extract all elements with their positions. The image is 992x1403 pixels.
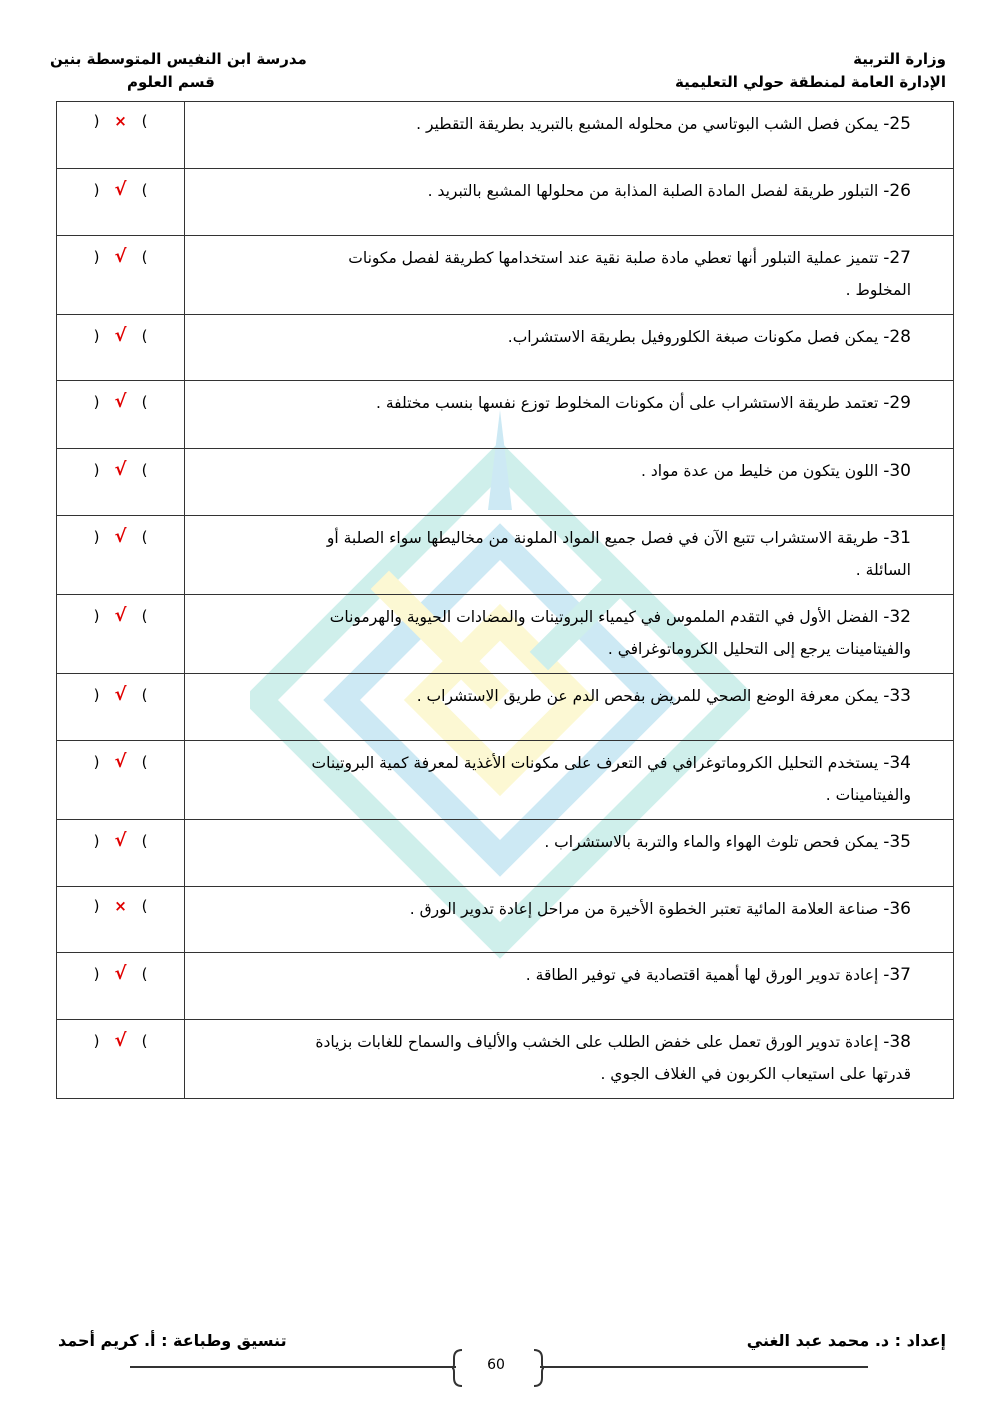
question-row [57, 741, 954, 820]
answer-cell [57, 516, 185, 595]
question-line [199, 321, 911, 353]
check-mark-icon: √ [114, 605, 127, 626]
question-text-cell [185, 595, 954, 674]
question-text: يمكن فصل الشب البوتاسي من محلوله المشبع بالتبريد بطريقة التقطير . [416, 115, 879, 133]
answer-bracket: ( [93, 393, 100, 411]
question-text: طريقة الاستشراب تتبع الآن في فصل جميع المواد الملونة من مخاليطها سواء الصلبة أو [326, 529, 879, 547]
question-text-cell [185, 674, 954, 741]
question-row [57, 169, 954, 236]
answer-cell [57, 953, 185, 1020]
question-text-cell [185, 381, 954, 449]
question-row [57, 449, 954, 516]
answer-bracket: ( [93, 1032, 100, 1050]
answer-bracket: ( [93, 897, 100, 915]
question-text: إعادة تدوير الورق لها أهمية اقتصادية في توفير الطاقة . [525, 966, 879, 984]
cross-mark-icon: × [114, 112, 127, 130]
question-text-cell [185, 102, 954, 169]
answer-bracket: ( [93, 965, 100, 983]
question-line [199, 959, 911, 991]
question-text: يمكن معرفة الوضع الصحي للمريض بفحص الدم عن طريق الاستشراب . [416, 687, 879, 705]
answer-cell [57, 381, 185, 449]
answer-bracket: ) [141, 686, 148, 704]
question-text: التبلور طريقة لفصل المادة الصلبة المذابة من محلولها المشبع بالتبريد . [427, 182, 879, 200]
question-number: 29- [883, 393, 911, 413]
questions-table [56, 101, 954, 1099]
question-number: 35- [883, 832, 911, 852]
answer-bracket: ) [141, 832, 148, 850]
question-text: اللون يتكون من خليط من عدة مواد . [641, 462, 879, 480]
answer-cell [57, 169, 185, 236]
question-text: المخلوط . [845, 281, 911, 299]
question-number: 25- [883, 114, 911, 134]
question-number: 36- [883, 899, 911, 919]
answer-bracket: ( [93, 461, 100, 479]
question-line [199, 554, 911, 586]
question-row [57, 953, 954, 1020]
answer-bracket: ) [141, 897, 148, 915]
answer-bracket: ( [93, 753, 100, 771]
question-text-cell [185, 1020, 954, 1099]
answer-bracket: ) [141, 753, 148, 771]
question-text: يمكن فحص تلوث الهواء والماء والتربة بالاستشراب . [544, 833, 879, 851]
question-line [199, 274, 911, 306]
answer-bracket: ) [141, 607, 148, 625]
question-line [199, 633, 911, 665]
answer-bracket: ) [141, 528, 148, 546]
answer-bracket: ) [141, 393, 148, 411]
question-line [199, 242, 911, 274]
question-text-cell [185, 315, 954, 381]
department-name: قسم العلوم [126, 73, 215, 91]
prepared-by: إعداد : د. محمد عبد الغني [746, 1331, 946, 1350]
answer-cell [57, 820, 185, 887]
footer-divider-left [130, 1366, 456, 1368]
question-row [57, 820, 954, 887]
directorate-name: الإدارة العامة لمنطقة حولي التعليمية [674, 73, 946, 91]
answer-cell [57, 595, 185, 674]
page-number: 60 [487, 1357, 505, 1373]
question-number: 33- [883, 686, 911, 706]
question-number: 27- [883, 248, 911, 268]
answer-cell [57, 449, 185, 516]
question-row [57, 315, 954, 381]
question-line [199, 893, 911, 925]
cross-mark-icon: × [114, 897, 127, 915]
question-line [199, 1058, 911, 1090]
question-text: صناعة العلامة المائية تعتبر الخطوة الأخيرة من مراحل إعادة تدوير الورق . [409, 900, 879, 918]
answer-bracket: ) [141, 112, 148, 130]
answer-bracket: ) [141, 327, 148, 345]
answer-bracket: ( [93, 528, 100, 546]
answer-bracket: ) [141, 181, 148, 199]
question-row [57, 516, 954, 595]
answer-bracket: ) [141, 461, 148, 479]
header-left [50, 48, 307, 94]
question-row [57, 1020, 954, 1099]
question-text-cell [185, 953, 954, 1020]
answer-bracket: ( [93, 832, 100, 850]
school-name: مدرسة ابن النفيس المتوسطة بنين [50, 50, 307, 68]
answer-cell [57, 1020, 185, 1099]
coordinated-by: تنسيق وطباعة : أ. كريم أحمد [58, 1331, 287, 1350]
question-line [199, 455, 911, 487]
question-row [57, 236, 954, 315]
question-text: تعتمد طريقة الاستشراب على أن مكونات المخلوط توزع نفسها بنسب مختلفة . [375, 394, 879, 412]
question-line [199, 175, 911, 207]
question-row [57, 102, 954, 169]
answer-cell [57, 741, 185, 820]
question-number: 38- [883, 1032, 911, 1052]
check-mark-icon: √ [114, 391, 127, 412]
question-row [57, 887, 954, 953]
question-text-cell [185, 169, 954, 236]
answer-bracket: ) [141, 1032, 148, 1050]
check-mark-icon: √ [114, 1030, 127, 1051]
question-text: يستخدم التحليل الكروماتوغرافي في التعرف على مكونات الأغذية لمعرفة كمية البروتينات [311, 754, 879, 772]
check-mark-icon: √ [114, 830, 127, 851]
answer-bracket: ( [93, 686, 100, 704]
question-text-cell [185, 516, 954, 595]
answer-bracket: ( [93, 112, 100, 130]
question-row [57, 595, 954, 674]
answer-bracket: ) [141, 248, 148, 266]
answer-bracket: ( [93, 327, 100, 345]
answer-cell [57, 102, 185, 169]
questions-table-body [57, 102, 954, 1099]
question-row [57, 381, 954, 449]
question-line [199, 680, 911, 712]
question-line [199, 108, 911, 140]
question-row [57, 674, 954, 741]
question-text: السائلة . [855, 561, 911, 579]
question-line [199, 747, 911, 779]
question-line [199, 779, 911, 811]
question-number: 34- [883, 753, 911, 773]
answer-cell [57, 887, 185, 953]
question-text-cell [185, 741, 954, 820]
answer-bracket: ( [93, 248, 100, 266]
check-mark-icon: √ [114, 963, 127, 984]
check-mark-icon: √ [114, 526, 127, 547]
question-text-cell [185, 820, 954, 887]
check-mark-icon: √ [114, 459, 127, 480]
ministry-name: وزارة التربية [853, 50, 946, 68]
question-text-cell [185, 887, 954, 953]
question-line [199, 601, 911, 633]
question-line [199, 826, 911, 858]
question-text: تتميز عملية التبلور أنها تعطي مادة صلبة نقية عند استخدامها كطريقة لفصل مكونات [348, 249, 879, 267]
question-line [199, 387, 911, 419]
question-text: إعادة تدوير الورق تعمل على خفض الطلب على الخشب والألياف والسماح للغابات بزيادة [315, 1033, 879, 1051]
check-mark-icon: √ [114, 325, 127, 346]
question-number: 37- [883, 965, 911, 985]
check-mark-icon: √ [114, 179, 127, 200]
question-number: 32- [883, 607, 911, 627]
question-number: 26- [883, 181, 911, 201]
question-text-cell [185, 236, 954, 315]
footer-divider-right [540, 1366, 868, 1368]
answer-bracket: ( [93, 607, 100, 625]
answer-cell [57, 236, 185, 315]
question-text: يمكن فصل مكونات صبغة الكلوروفيل بطريقة الاستشراب. [507, 328, 879, 346]
answer-bracket: ) [141, 965, 148, 983]
answer-cell [57, 315, 185, 381]
check-mark-icon: √ [114, 684, 127, 705]
question-text: والفيتامينات . [825, 786, 911, 804]
question-text: والفيتامينات يرجع إلى التحليل الكروماتوغرافي . [607, 640, 911, 658]
question-number: 28- [883, 327, 911, 347]
answer-cell [57, 674, 185, 741]
question-number: 31- [883, 528, 911, 548]
question-line [199, 1026, 911, 1058]
question-line [199, 522, 911, 554]
question-text: الفضل الأول في التقدم الملموس في كيمياء البروتينات والمضادات الحيوية والهرمونات [329, 608, 879, 626]
check-mark-icon: √ [114, 246, 127, 267]
question-text: قدرتها على استيعاب الكربون في الغلاف الجوي . [600, 1065, 911, 1083]
header-right [675, 48, 946, 94]
question-number: 30- [883, 461, 911, 481]
answer-bracket: ( [93, 181, 100, 199]
check-mark-icon: √ [114, 751, 127, 772]
question-text-cell [185, 449, 954, 516]
